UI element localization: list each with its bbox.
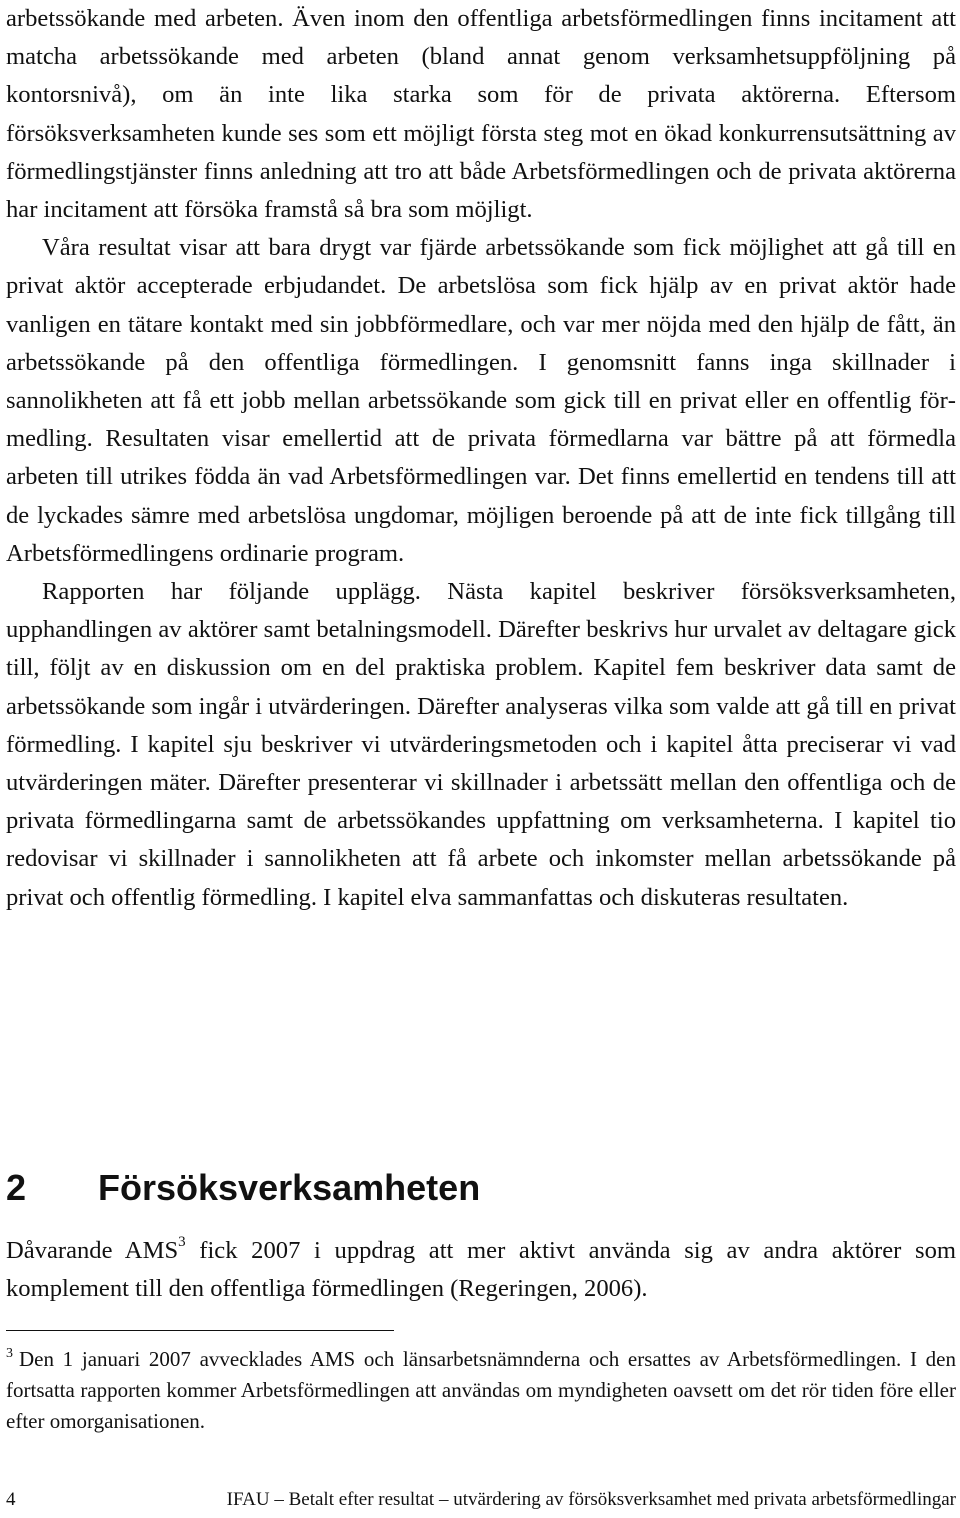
footnote-reference[interactable]: 3 <box>178 1234 186 1250</box>
section-text-end: fick 2007 i uppdrag att mer aktivt använda sig av andra aktörer som komplement till den offentliga förmedlingen (Regeringen, 2006). <box>6 1237 957 1303</box>
section-title: Försöksverksamheten <box>98 1167 481 1208</box>
page-number: 4 <box>6 1489 16 1510</box>
footnote-text: Den 1 januari 2007 avvecklades AMS och länsarbetsnämnderna och ersattes av Arbetsförmedlingen. I den fortsatta rapporten kommer Arbetsförmedlingen att användas om myndigheten oavsett om det rör tiden före eller efter omorganisationen. <box>6 1347 956 1433</box>
section-paragraph <box>6 1232 956 1308</box>
footnote-marker: 3 <box>6 1346 13 1361</box>
paragraph-2: Våra resultat visar att bara drygt var fjärde arbetssökande som fick möjlighet att gå till en privat aktör accepterade erbjudandet. De arbetslösa som fick hjälp av en privat aktör hade vanligen en tätare kontakt med sin jobbförmedlare, och var mer nöjda med den hjälp de fått, än arbetssökande på den offentliga förmedlingen. I genomsnitt fanns inga skillnader i sannolikheten att få ett jobb mellan arbetssökande som gick till en privat eller en offentlig förmedling. Resultaten visar emellertid att de privata förmedlarna var bättre på att förmedla arbeten till utrikes födda än vad Arbetsförmedlingen var. Det finns emellertid en tendens till att de lyckades sämre med arbetslösa ungdomar, möjligen beroende på att de inte fick tillgång till Arbetsförmedlingens ordinarie program. <box>6 234 956 567</box>
body-text <box>6 0 956 917</box>
section-text-start: Dåvarande AMS <box>6 1237 179 1264</box>
paragraph-3: Rapporten har följande upplägg. Nästa kapitel beskriver försöksverksamheten, upphandlingen av aktörer samt betalningsmodell. Därefter beskrivs hur urvalet av deltagare gick till, följt av en diskussion om en del praktiska problem. Kapitel fem beskriver data samt de arbetssökande som ingår i utvärderingen. Därefter analyseras vilka som valde att gå till en privat förmedling. I kapitel sju beskriver vi utvärderingsmetoden och i kapitel åtta preciserar vi vad utvärderingen mäter. Därefter presenterar vi skillnader i arbetssätt mellan den offentliga och de privata förmedlingarna samt de arbetssökandes uppfattning om verksamheterna. I kapitel tio redovisar vi skillnader i sannolikheten att få arbete och inkomster mellan arbetssökande på privat och offentlig förmedling. I kapitel elva sammanfattas och diskuteras resultaten. <box>6 578 956 911</box>
paragraph-1: arbetssökande med arbeten. Även inom den offentliga arbetsförmedlingen finns incitament att matcha arbetssökande med arbeten (bland annat genom verksamhetsuppföljning på kontorsnivå), om än inte lika starka som för de privata aktörerna. Eftersom försöksverksamheten kunde ses som ett möjligt första steg mot en ökad konkurrensutsättning av förmedlingstjänster finns anledning att tro att både Arbetsförmedlingen och de privata aktörerna har incitament att försöka framstå så bra som möjligt. <box>6 5 956 224</box>
footnote <box>6 1344 956 1437</box>
footnote-separator <box>6 1330 394 1331</box>
page-body <box>6 0 956 917</box>
running-head: IFAU – Betalt efter resultat – utvärdering av försöksverksamhet med privata arbetsförmedlingar <box>226 1489 956 1510</box>
section-heading <box>6 1166 480 1210</box>
section-number: 2 <box>6 1167 27 1208</box>
